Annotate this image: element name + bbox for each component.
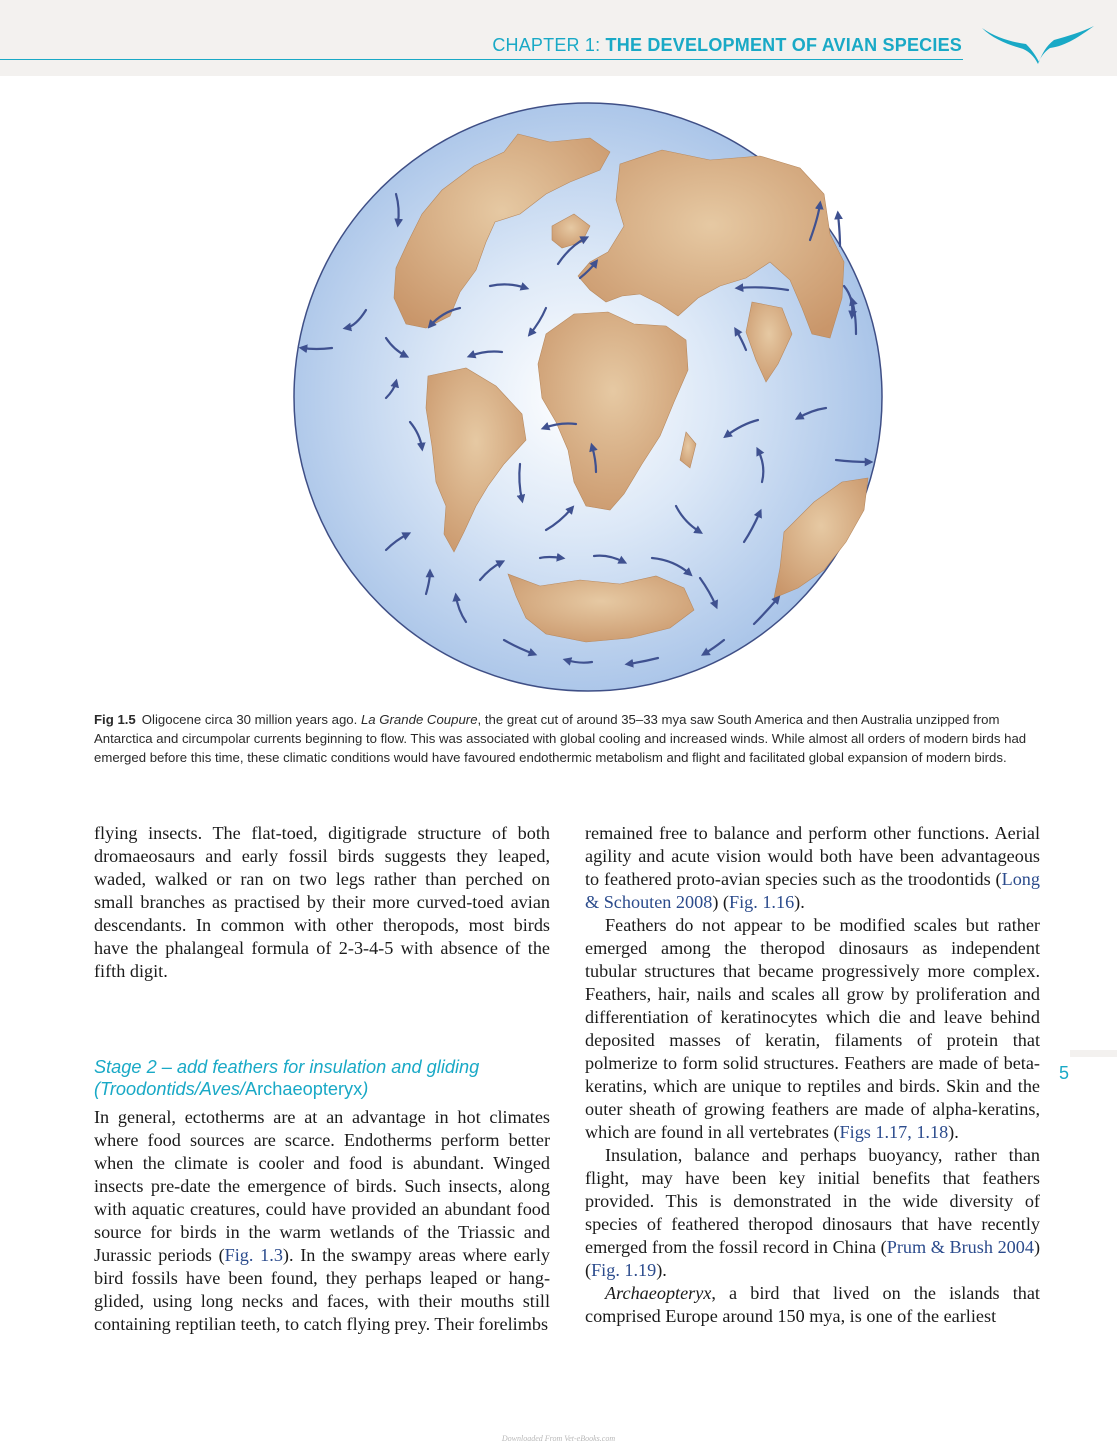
- paragraph-text: Feathers do not appear to be modified scales but rather emerged among the theropod dinosaurs as independent tubular structures that became progressively more complex. Feathers, hair, nails and scales all grow by proliferation and differentiation of keratinocytes which die and leave behind deposited masses of keratin, filaments of protein that polmerize to form solid structures. Feathers are made of beta-keratins, which are unique to reptiles and birds. Skin and the outer sheath of growing feathers are made of alpha-keratins, which are found in all vertebrates (: [585, 915, 1040, 1142]
- running-header: [492, 35, 962, 56]
- paragraph-text: , a bird that lived on the islands that comprised Europe around 150 mya, is one of the earliest: [585, 1283, 1040, 1326]
- current-arrow: [540, 557, 562, 558]
- paragraph: [585, 1282, 1040, 1328]
- paragraph-text: ).: [948, 1122, 959, 1142]
- left-column: [94, 822, 550, 1336]
- paragraph: [585, 822, 1040, 914]
- figure-reference-link[interactable]: Fig. 1.3: [224, 1245, 283, 1265]
- figure-reference-link[interactable]: Fig. 1.19: [591, 1260, 657, 1280]
- heading-text: Stage 2 – add feathers for insulation and gliding (Troodontids/Aves/: [94, 1057, 480, 1099]
- chapter-label: CHAPTER 1:: [492, 35, 606, 55]
- paragraph: [94, 1106, 550, 1336]
- watermark: Downloaded From Vet-eBooks.com: [501, 1434, 616, 1443]
- figure-label: Fig 1.5: [94, 712, 136, 727]
- page-number: 5: [1058, 1063, 1069, 1083]
- heading-genus: Archaeopteryx: [244, 1079, 363, 1099]
- figure-reference-link[interactable]: Fig. 1.16: [728, 892, 795, 912]
- paragraph-text: ). In the swampy areas where early bird fossils have been found, they perhaps leaped or hang-glided, using long necks and faces, with their mouths still containing reptilian teeth, to catch flying prey. Their forelimbs: [94, 1245, 550, 1334]
- paragraph-text: ).: [656, 1260, 667, 1280]
- current-arrow: [838, 214, 840, 246]
- paragraph: flying insects. The flat-toed, digitigrade structure of both dromaeosaurs and early fossil birds suggests they leaped, waded, walked or ran on two legs rather than perched on small branches as practised by their more curved-toed avian descendants. In common with other theropods, most birds have the phalangeal formula of 2-3-4-5 with absence of the fifth digit.: [94, 823, 550, 981]
- paragraph: [585, 1144, 1040, 1282]
- caption-text: Oligocene circa 30 million years ago.: [141, 712, 361, 727]
- caption-text-continued: , the great cut of around 35–33 mya saw South America and then Australia unzipped from Antarctica and circumpolar currents beginning to flow. This was associated with global cooling and increased winds. While almost all orders of modern birds had emerged before this time, these climatic conditions would have favoured endothermic metabolism and flight and facilitated global expansion of modern birds.: [94, 712, 1027, 766]
- right-column: [585, 822, 1040, 1328]
- bird-logo-icon: [982, 22, 1094, 66]
- paragraph-text: ) (: [585, 1237, 1041, 1280]
- citation-link[interactable]: Long & Schouten 2008: [585, 869, 1040, 912]
- paragraph-text: ) (: [712, 892, 729, 912]
- header-rule: [0, 59, 963, 60]
- paragraph-text: remained free to balance and perform other functions. Aerial agility and acute vision would both have been advantageous to feathered proto-avian species such as the troodontids (: [585, 823, 1040, 889]
- genus-name: Archaeopteryx: [605, 1283, 712, 1303]
- figure-caption: [94, 710, 1029, 768]
- page-tab: [1070, 1050, 1117, 1057]
- section-heading-stage-2: [94, 1056, 550, 1100]
- citation-link[interactable]: Prum & Brush 2004: [886, 1237, 1034, 1257]
- figure-reference-link[interactable]: Figs 1.17, 1.18: [839, 1122, 949, 1142]
- paragraph-text: ).: [794, 892, 805, 912]
- oligocene-globe-map: [290, 102, 890, 692]
- caption-italic-term: La Grande Coupure: [360, 712, 478, 727]
- heading-close: ): [362, 1079, 369, 1099]
- paragraph-text: In general, ectotherms are at an advantage in hot climates where food sources are scarce. Endotherms perform better when the climate is cooler and food is abundant. Winged insects pre-date the emergence of birds. Such insects, along with aquatic creatures, could have provided an abundant food source for birds in the warm wetlands of the Triassic and Jurassic periods (: [94, 1107, 550, 1265]
- paragraph-text: Insulation, balance and perhaps buoyancy, rather than flight, may have been key initial benefits that feathers provided. This is demonstrated in the wide diversity of species of feathered theropod dinosaurs that have recently emerged from the fossil record in China (: [585, 1145, 1040, 1257]
- paragraph: [585, 914, 1040, 1144]
- chapter-topic: THE DEVELOPMENT OF AVIAN SPECIES: [605, 35, 962, 55]
- current-arrow: [302, 348, 332, 349]
